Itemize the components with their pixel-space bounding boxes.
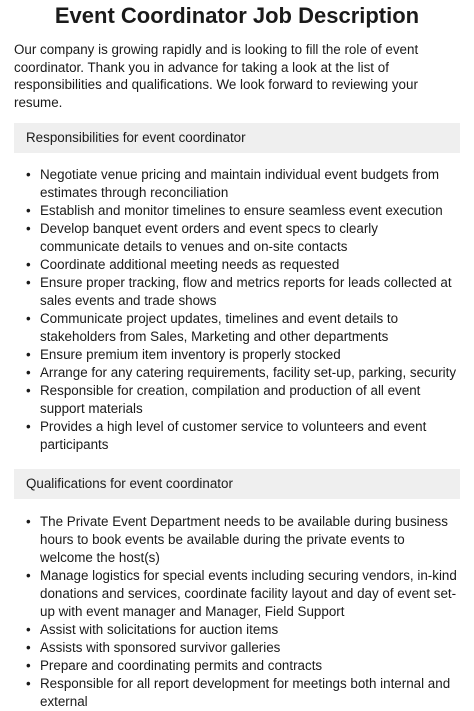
bullet-icon: • bbox=[26, 221, 31, 236]
list-item-text: Assist with solicitations for auction items bbox=[40, 622, 279, 637]
intro-paragraph: Our company is growing rapidly and is looking to fill the role of event coordinator. Thank you in advance for taking a look at the list of responsibilities and qualifications. We look forward to reviewing your resume. bbox=[14, 42, 419, 110]
list-item bbox=[26, 166, 460, 202]
list-item-text: Assists with sponsored survivor galleries bbox=[40, 640, 281, 655]
bullet-icon: • bbox=[26, 347, 31, 362]
list-item bbox=[26, 310, 460, 346]
responsibilities-list bbox=[14, 166, 460, 454]
list-item bbox=[26, 621, 460, 639]
page-title: Event Coordinator Job Description bbox=[54, 3, 420, 28]
bullet-icon: • bbox=[26, 622, 31, 637]
qualifications-heading: Qualifications for event coordinator bbox=[14, 469, 460, 499]
list-item bbox=[26, 220, 460, 256]
list-item bbox=[26, 364, 460, 382]
list-item-text: The Private Event Department needs to be available during business hours to book events be available during the private events to welcome the host(s) bbox=[40, 514, 448, 565]
bullet-icon: • bbox=[26, 419, 31, 434]
list-item bbox=[26, 256, 460, 274]
list-item bbox=[26, 346, 460, 364]
list-item-text: Develop banquet event orders and event specs to clearly communicate details to venues and on-site contacts bbox=[40, 221, 378, 254]
bullet-icon: • bbox=[26, 568, 31, 583]
bullet-icon: • bbox=[26, 658, 31, 673]
bullet-icon: • bbox=[26, 640, 31, 655]
list-item bbox=[26, 202, 460, 220]
list-item-text: Ensure premium item inventory is properly stocked bbox=[40, 347, 341, 362]
list-item-text: Communicate project updates, timelines and event details to stakeholders from Sales, Marketing and other departments bbox=[40, 311, 399, 344]
responsibilities-heading: Responsibilities for event coordinator bbox=[14, 123, 460, 153]
list-item bbox=[26, 513, 460, 567]
list-item-text: Arrange for any catering requirements, facility set-up, parking, security bbox=[40, 365, 457, 380]
list-item-text: Ensure proper tracking, flow and metrics reports for leads collected at sales events and trade shows bbox=[40, 275, 452, 308]
bullet-icon: • bbox=[26, 311, 31, 326]
list-item bbox=[26, 657, 460, 675]
bullet-icon: • bbox=[26, 514, 31, 529]
list-item-text: Coordinate additional meeting needs as requested bbox=[40, 257, 340, 272]
list-item bbox=[26, 567, 460, 621]
list-item bbox=[26, 382, 460, 418]
list-item-text: Establish and monitor timelines to ensure seamless event execution bbox=[40, 203, 443, 218]
list-item bbox=[26, 274, 460, 310]
list-item-text: Prepare and coordinating permits and contracts bbox=[40, 658, 323, 673]
list-item-text: Manage logistics for special events including securing vendors, in-kind donations and services, coordinate facility layout and day of event set-up with event manager and Manager, Field Support bbox=[40, 568, 457, 619]
bullet-icon: • bbox=[26, 257, 31, 272]
bullet-icon: • bbox=[26, 676, 31, 691]
list-item bbox=[26, 675, 460, 711]
bullet-icon: • bbox=[26, 383, 31, 398]
bullet-icon: • bbox=[26, 365, 31, 380]
qualifications-list bbox=[14, 513, 460, 711]
bullet-icon: • bbox=[26, 167, 31, 182]
list-item-text: Responsible for all report development for meetings both internal and external bbox=[40, 676, 451, 709]
list-item-text: Provides a high level of customer service to volunteers and event participants bbox=[40, 419, 427, 452]
list-item bbox=[26, 639, 460, 657]
bullet-icon: • bbox=[26, 275, 31, 290]
list-item bbox=[26, 418, 460, 454]
bullet-icon: • bbox=[26, 203, 31, 218]
list-item-text: Responsible for creation, compilation and production of all event support materials bbox=[40, 383, 421, 416]
list-item-text: Negotiate venue pricing and maintain individual event budgets from estimates through reconciliation bbox=[40, 167, 439, 200]
